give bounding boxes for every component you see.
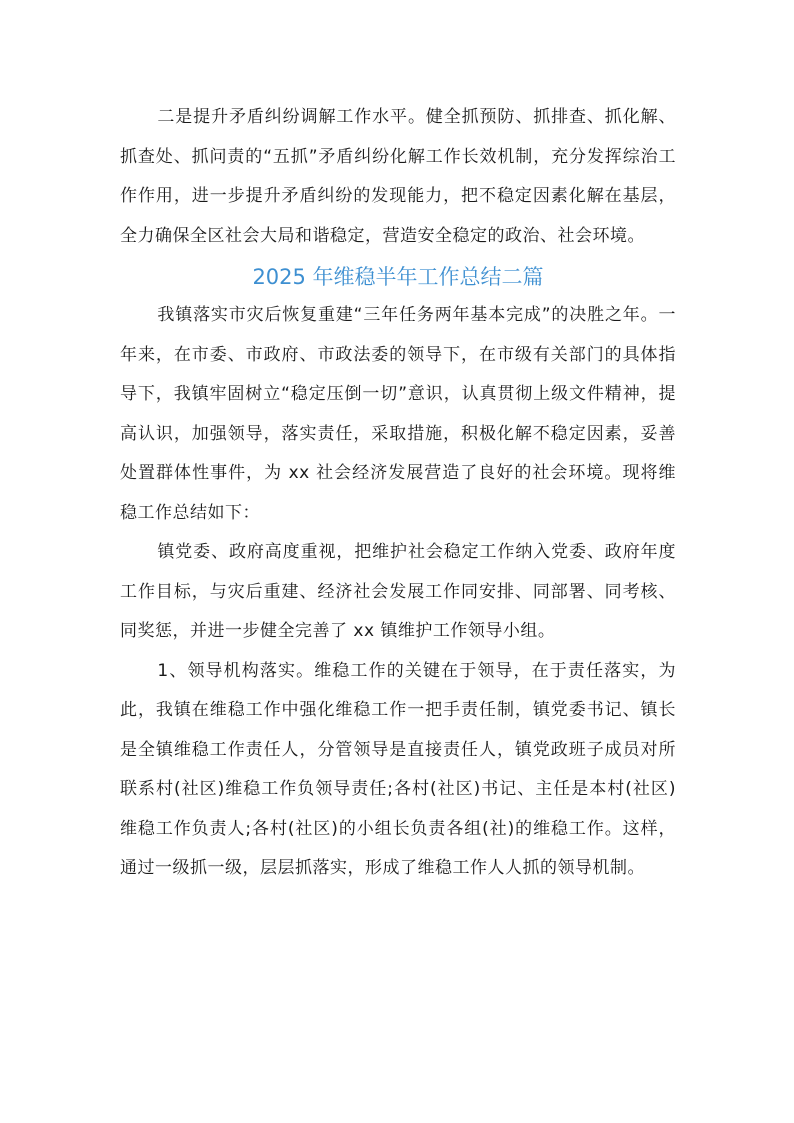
- section-title: 2025 年维稳半年工作总结二篇: [252, 265, 544, 289]
- document-page: [120, 98, 676, 889]
- body-paragraph-1: 我镇落实市灾后恢复重建“三年任务两年基本完成”的决胜之年。一年来，在市委、市政府、市政法委的领导下，在市级有关部门的具体指导下，我镇牢固树立“稳定压倒一切”意识，认真贯彻上级文件精神，提高认识，加强领导，落实责任，采取措施，积极化解不稳定因素，妥善处置群体性事件，为 xx 社会经济发展营造了良好的社会环境。现将维稳工作总结如下：: [120, 305, 676, 523]
- body-paragraph-2: 镇党委、政府高度重视，把维护社会稳定工作纳入党委、政府年度工作目标，与灾后重建、经济社会发展工作同安排、同部署、同考核、同奖惩，并进一步健全完善了 xx 镇维护工作领导小组。: [120, 542, 676, 641]
- intro-paragraph: 二是提升矛盾纠纷调解工作水平。健全抓预防、抓排查、抓化解、抓查处、抓问责的“五抓”矛盾纠纷化解工作长效机制，充分发挥综治工作作用，进一步提升矛盾纠纷的发现能力，把不稳定因素化解在基层，全力确保全区社会大局和谐稳定，营造安全稳定的政治、社会环境。: [120, 107, 676, 246]
- body-paragraph-3: 1、领导机构落实。维稳工作的关键在于领导，在于责任落实，为此，我镇在维稳工作中强化维稳工作一把手责任制，镇党委书记、镇长是全镇维稳工作责任人，分管领导是直接责任人，镇党政班子成员对所联系村(社区)维稳工作负领导责任;各村(社区)书记、主任是本村(社区)维稳工作负责人;各村(社区)的小组长负责各组(社)的维稳工作。这样，通过一级抓一级，层层抓落实，形成了维稳工作人人抓的领导机制。: [120, 660, 676, 878]
